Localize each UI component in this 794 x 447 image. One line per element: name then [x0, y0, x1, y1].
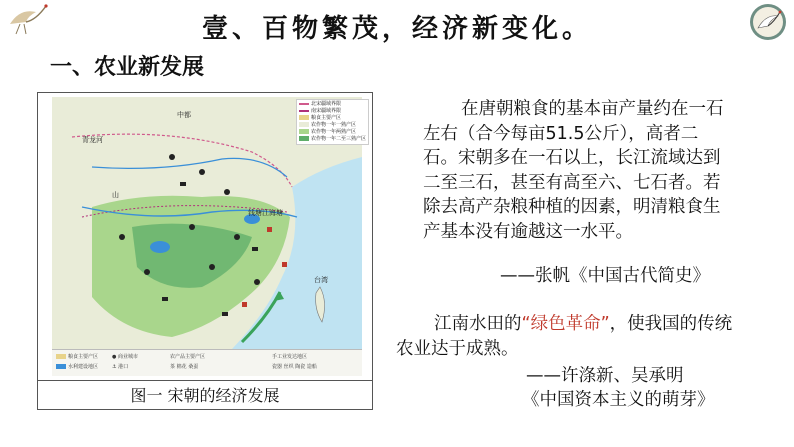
- quote2-source-title: 《中国资本主义的萌芽》: [522, 390, 715, 410]
- map-label-qinglonghe: 青龙河: [82, 136, 103, 144]
- map-label-taiwan: 台湾: [314, 276, 328, 284]
- map-legend-top: 北宋疆域界限 南宋疆域界限 粮食主要产区 农作物一年一熟产区 农作物一年两熟产区 农作物一年二至三熟产区: [296, 99, 369, 145]
- song-economy-map-figure: [37, 92, 373, 410]
- map-label-zhejiang: 钱塘江海塘: [248, 209, 283, 217]
- quote2-suffix: ，使我国的传统农业达于成熟。: [396, 314, 733, 359]
- quote1-line1: 在唐朝粮食的基本亩产量约在: [461, 99, 689, 119]
- map-label-zhongdu: 中都: [177, 111, 191, 119]
- slide-title: 壹、百物繁茂，经济新变化。: [201, 14, 592, 44]
- map-label-shan: 山: [112, 191, 119, 199]
- green-revolution-highlight: “绿色革命”: [521, 314, 610, 334]
- quote1-source: ——张帆《中国古代简史》: [500, 266, 710, 286]
- quote2-prefix: 江南水田的: [434, 314, 522, 334]
- quote2-source-authors: ——许涤新、吴承明: [526, 366, 684, 386]
- quote-xu-wu: [396, 312, 736, 361]
- quote1-body: 一石左右（合今每亩51.5公斤），高者二石。宋朝多在一石以上，长江流域达到二至三石，甚至有高至六、七石者。若除去高产杂粮种植的因素，明清粮食生产基本没有逾越这一水平。: [423, 99, 724, 242]
- quote-zhangfan: [423, 97, 728, 244]
- section-heading: 一、农业新发展: [50, 55, 205, 80]
- figure-caption: 图一 宋朝的经济发展: [38, 380, 372, 411]
- map-legend-bottom: 粮食主要产区 水利建设地区 ● 商业城市 ⚓ 港口 农产品主要产区 茶 棉花 桑蚕 手工业发达地区 瓷器 丝织 陶瓷 造船: [52, 349, 362, 376]
